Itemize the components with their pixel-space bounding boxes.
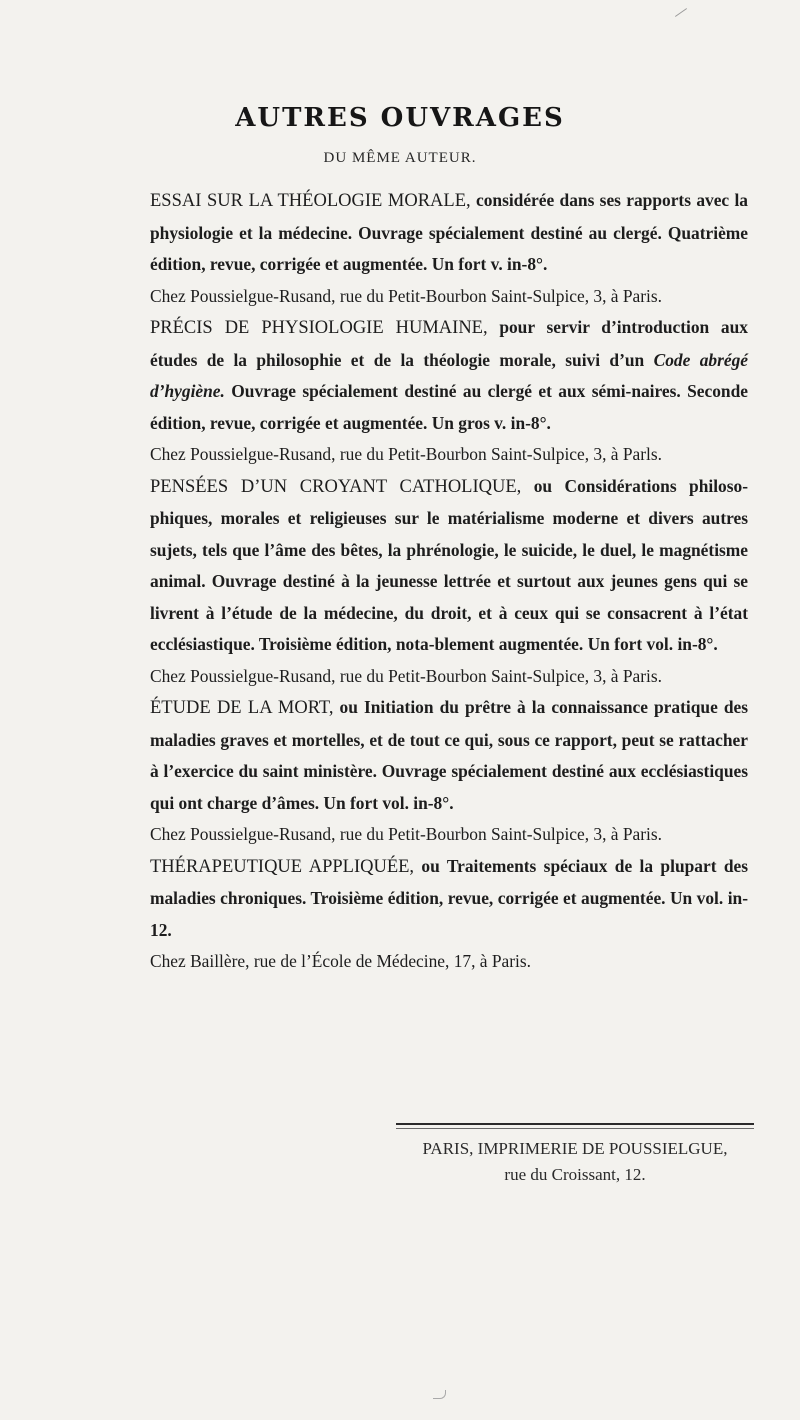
entry-description-continued: Ouvrage spécialement destiné au clergé et aux sémi-naires. Seconde édition, revue, corrigée et augmentée. Un gros v. in-8°.	[150, 381, 748, 433]
bibliography-entry-therapeutique	[150, 851, 748, 978]
imprint-rule	[396, 1123, 754, 1125]
entry-publisher: Chez Poussielgue-Rusand, rue du Petit-Bourbon Saint-Sulpice, 3, à Paris.	[150, 665, 662, 686]
bibliography-entry-etude	[150, 692, 748, 851]
entry-title: ÉTUDE DE LA MORT,	[150, 698, 334, 718]
imprint-rule-thin	[396, 1128, 754, 1129]
page-title: AUTRES OUVRAGES	[235, 103, 565, 133]
printer-imprint	[396, 1136, 754, 1188]
printer-mark	[675, 8, 687, 17]
entry-subtitle-italic: Code abrégé d’hygiène.	[150, 349, 748, 401]
bibliography-entry-precis	[150, 312, 748, 471]
entry-title: PENSÉES D’UN CROYANT CATHOLIQUE,	[150, 476, 522, 497]
entry-title: PRÉCIS DE PHYSIOLOGIE HUMAINE,	[150, 318, 488, 338]
entry-title: ESSAI SUR LA THÉOLOGIE MORALE,	[150, 191, 471, 211]
entry-publisher: Chez Poussielgue-Rusand, rue du Petit-Bourbon Saint-Sulpice, 3, à Parls.	[150, 444, 662, 464]
entry-description: pour servir d’introduction aux études de la philosophie et de la théologie morale, suivi d’un	[150, 317, 748, 370]
bibliography-list	[150, 185, 748, 978]
entry-publisher: Chez Poussielgue-Rusand, rue du Petit-Bourbon Saint-Sulpice, 3, à Paris.	[150, 285, 662, 306]
entry-description: considérée dans ses rapports avec la physiologie et la médecine. Ouvrage spécialement destiné au clergé. Quatrième édition, revue, corrigée et augmentée. Un fort v. in-8°.	[150, 190, 748, 274]
entry-publisher: Chez Poussielgue-Rusand, rue du Petit-Bourbon Saint-Sulpice, 3, à Paris.	[150, 824, 662, 844]
entry-publisher: Chez Baillère, rue de l’École de Médecine, 17, à Paris.	[150, 951, 531, 971]
entry-description: ou Initiation du prêtre à la connaissance pratique des maladies graves et mortelles, et de tout ce qui, sous ce rapport, peut se rattacher à l’exercice du saint ministère. Ouvrage spécialement destiné aux ecclésiastiques qui ont charge d’âmes. Un fort vol. in-8°.	[150, 697, 748, 813]
bibliography-entry-essai	[150, 185, 748, 312]
page-subtitle: DU MÊME AUTEUR.	[323, 150, 477, 166]
entry-description: ou Considérations philoso-phiques, morales et religieuses sur le matérialisme moderne et divers autres sujets, tels que l’âme des bêtes, la phrénologie, le suicide, le duel, le magnétisme animal. Ouvrage destiné à la jeunesse lettrée et surtout aux jeunes gens qui se livrent à l’étude de la médecine, du droit, et à ceux qui se consacrent à l’état ecclésiastique. Troisième édition, nota-blement augmentée. Un fort vol. in-8°.	[150, 475, 748, 654]
entry-title: THÉRAPEUTIQUE APPLIQUÉE,	[150, 856, 415, 877]
imprint-line-2: rue du Croissant, 12.	[504, 1165, 646, 1184]
imprint-line-1: PARIS, IMPRIMERIE DE POUSSIELGUE,	[422, 1139, 728, 1158]
page-mark	[433, 1390, 446, 1399]
entry-description: ou Traitements spéciaux de la plupart des maladies chroniques. Troisième édition, revue, corrigée et augmentée. Un vol. in-12.	[150, 855, 749, 940]
bibliography-entry-pensees	[150, 471, 748, 693]
